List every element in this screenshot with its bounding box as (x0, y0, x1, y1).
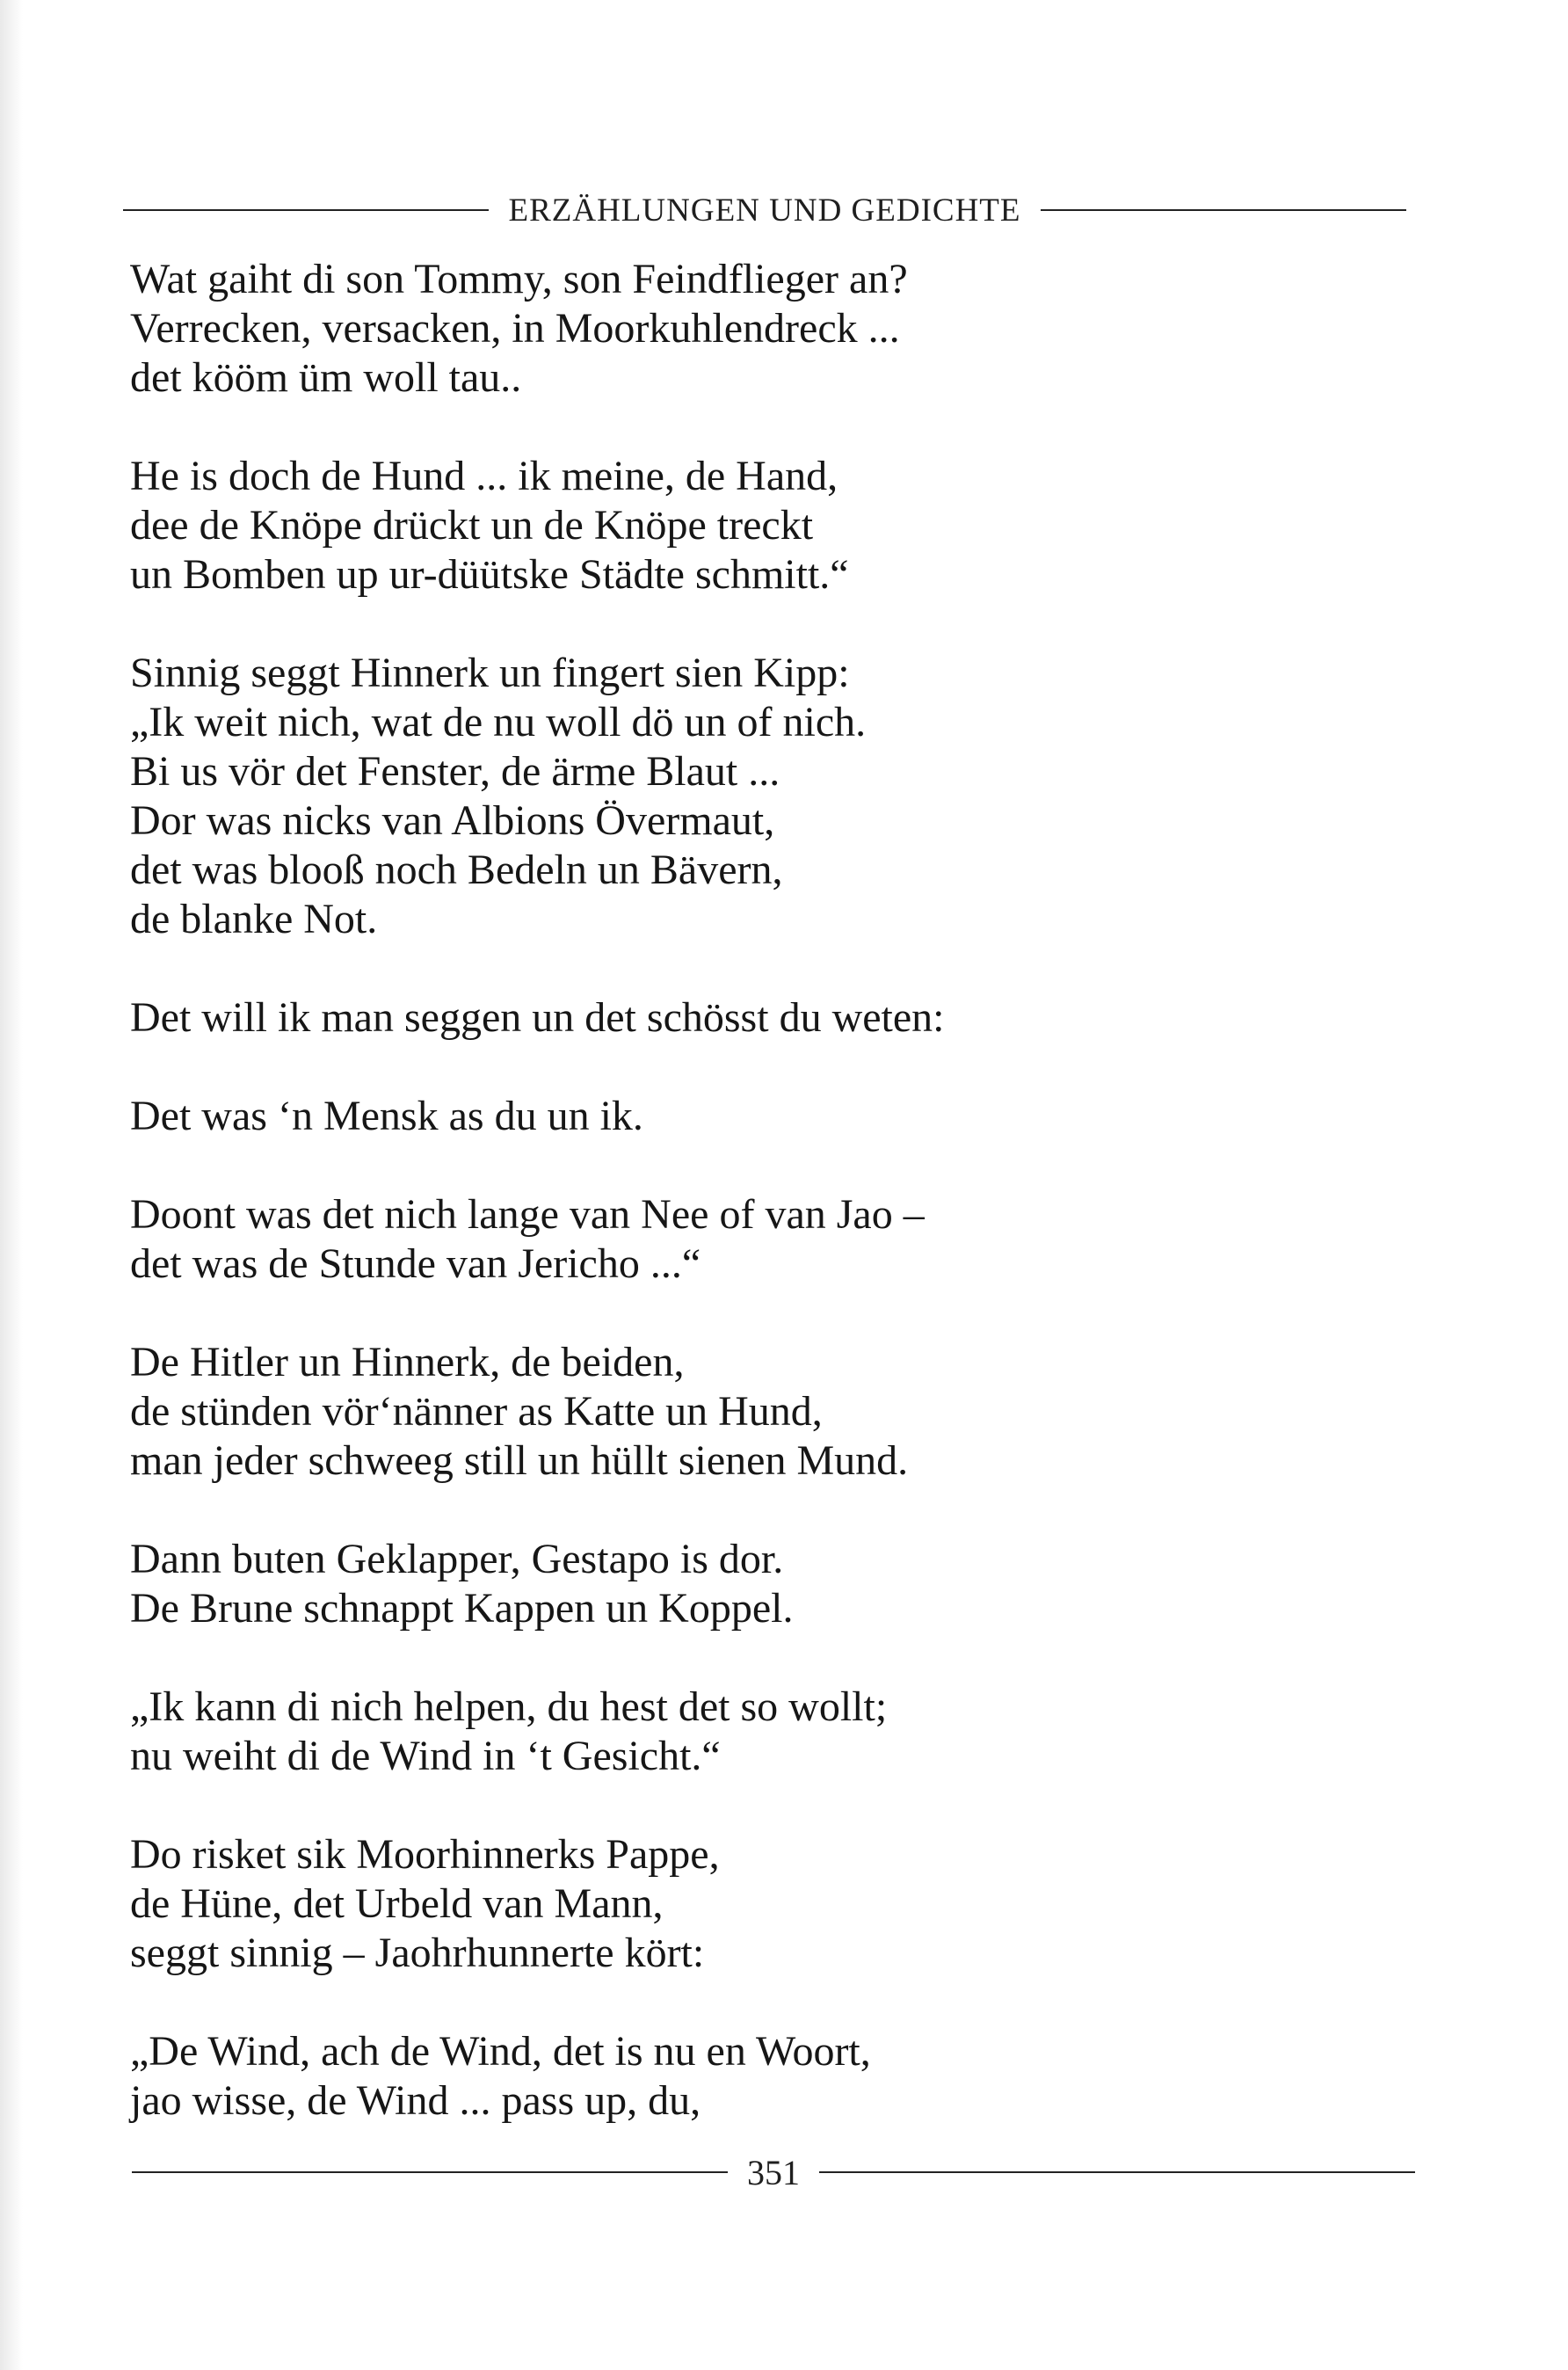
stanza (130, 1535, 1396, 1633)
running-head-rule-right (1041, 209, 1406, 211)
verse-line: jao wisse, de Wind ... pass up, du, (130, 2077, 701, 2124)
stanza (130, 993, 1396, 1043)
verse-line: Det was ‘n Mensk as du un ik. (130, 1093, 643, 1139)
verse-line: Wat gaiht di son Tommy, son Feindflieger an? (130, 256, 908, 302)
verse-line: „Ik kann di nich helpen, du hest det so wollt; (130, 1683, 888, 1730)
verse-line: det was blooß noch Bedeln un Bävern, (130, 847, 783, 893)
verse-line: Dann buten Geklapper, Gestapo is dor. (130, 1536, 784, 1582)
verse-line: man jeder schweeg still un hüllt sienen Mund. (130, 1437, 909, 1484)
stanza (130, 1092, 1396, 1141)
stanza (130, 1830, 1396, 1978)
verse-line: de stünden vör‘nänner as Katte un Hund, (130, 1388, 823, 1435)
verse-line: Dor was nicks van Albions Övermaut, (130, 797, 775, 844)
page-edge-shadow (0, 0, 23, 2370)
verse-line: dee de Knöpe drückt un de Knöpe treckt (130, 502, 814, 549)
running-head-rule-left (123, 209, 489, 211)
footer-rule-left (132, 2171, 728, 2173)
verse-line: det kööm üm woll tau.. (130, 354, 522, 401)
page-footer (132, 2150, 1415, 2194)
verse-line: Det will ik man seggen un det schösst du weten: (130, 994, 945, 1041)
verse-line: de Hüne, det Urbeld van Mann, (130, 1880, 664, 1927)
verse-line: nu weiht di de Wind in ‘t Gesicht.“ (130, 1733, 721, 1779)
verse-line: seggt sinnig – Jaohrhunnerte kört: (130, 1930, 705, 1976)
stanza (130, 255, 1396, 403)
stanza (130, 649, 1396, 944)
verse-line: He is doch de Hund ... ik meine, de Hand, (130, 453, 838, 499)
verse-line: un Bomben up ur-düütske Städte schmitt.“ (130, 551, 849, 598)
stanza (130, 1190, 1396, 1289)
verse-line: De Hitler un Hinnerk, de beiden, (130, 1339, 685, 1385)
verse-line: Bi us vör det Fenster, de ärme Blaut ... (130, 748, 780, 795)
stanza (130, 1683, 1396, 1781)
stanza (130, 2027, 1396, 2126)
running-head (123, 188, 1406, 232)
page-number: 351 (747, 2152, 800, 2192)
verse-line: „De Wind, ach de Wind, det is nu en Woort, (130, 2028, 871, 2075)
stanza (130, 452, 1396, 600)
verse-line: Sinnig seggt Hinnerk un fingert sien Kipp: (130, 650, 850, 696)
poem-body (130, 255, 1396, 2126)
verse-line: De Brune schnappt Kappen un Koppel. (130, 1585, 794, 1632)
verse-line: Verrecken, versacken, in Moorkuhlendreck ... (130, 305, 900, 352)
verse-line: de blanke Not. (130, 896, 378, 942)
stanza (130, 1338, 1396, 1486)
verse-line: Doont was det nich lange van Nee of van Jao – (130, 1191, 925, 1238)
running-head-title: ERZÄHLUNGEN UND GEDICHTE (508, 192, 1021, 229)
verse-line: Do risket sik Moorhinnerks Pappe, (130, 1831, 720, 1878)
verse-line: „Ik weit nich, wat de nu woll dö un of nich. (130, 699, 867, 745)
footer-rule-right (819, 2171, 1415, 2173)
verse-line: det was de Stunde van Jericho ...“ (130, 1240, 701, 1287)
